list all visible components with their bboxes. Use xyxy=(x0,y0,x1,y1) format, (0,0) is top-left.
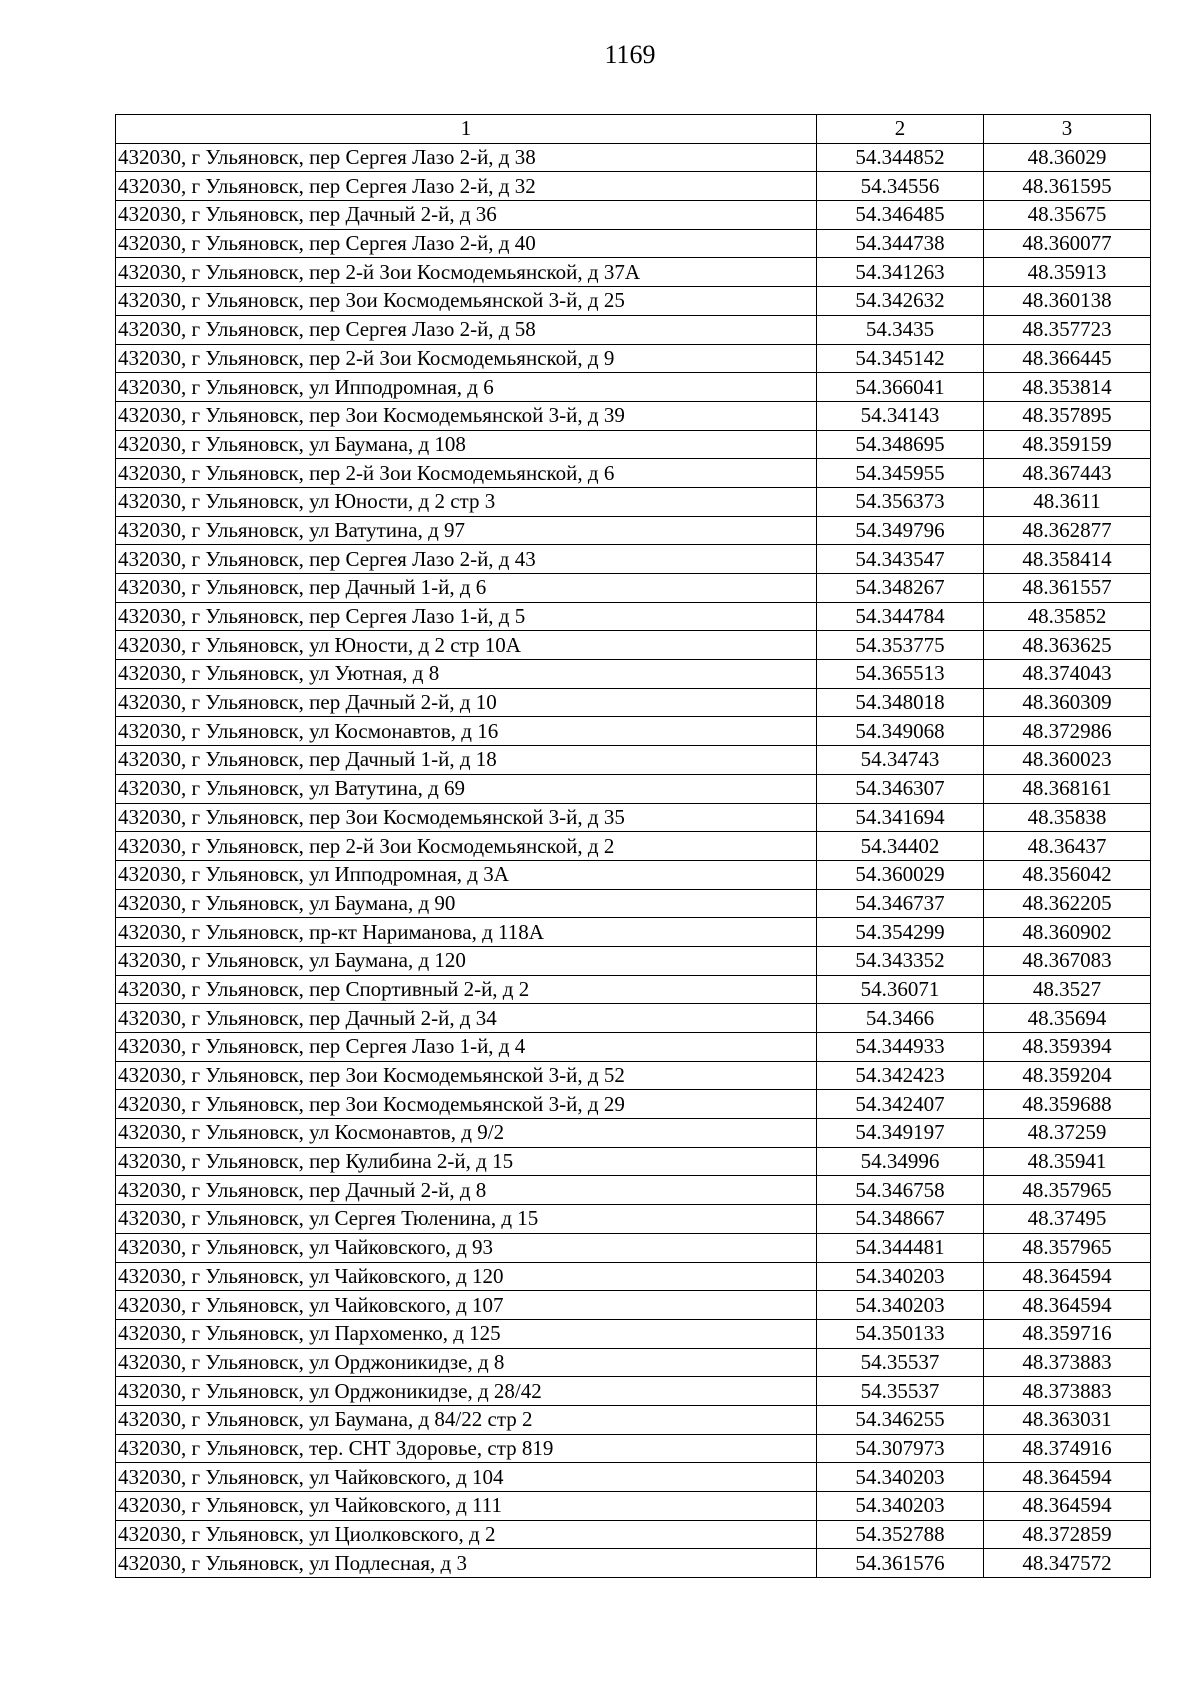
latitude-cell: 54.345955 xyxy=(817,459,984,488)
address-coordinates-table xyxy=(115,114,1151,1578)
address-cell: 432030, г Ульяновск, ул Космонавтов, д 9/2 xyxy=(116,1119,817,1148)
latitude-cell: 54.307973 xyxy=(817,1434,984,1463)
address-cell: 432030, г Ульяновск, ул Баумана, д 90 xyxy=(116,889,817,918)
latitude-cell: 54.349796 xyxy=(817,516,984,545)
longitude-cell: 48.367083 xyxy=(984,946,1151,975)
address-cell: 432030, г Ульяновск, пер Дачный 1-й, д 18 xyxy=(116,746,817,775)
address-cell: 432030, г Ульяновск, пер Кулибина 2-й, д 15 xyxy=(116,1147,817,1176)
table-row xyxy=(116,1492,1151,1521)
table-row xyxy=(116,889,1151,918)
address-cell: 432030, г Ульяновск, ул Орджоникидзе, д 8 xyxy=(116,1348,817,1377)
table-row xyxy=(116,574,1151,603)
table-row xyxy=(116,1405,1151,1434)
table-row xyxy=(116,487,1151,516)
table-row xyxy=(116,373,1151,402)
latitude-cell: 54.350133 xyxy=(817,1319,984,1348)
longitude-cell: 48.35941 xyxy=(984,1147,1151,1176)
table-row xyxy=(116,688,1151,717)
longitude-cell: 48.360077 xyxy=(984,229,1151,258)
table-body xyxy=(116,143,1151,1577)
address-cell: 432030, г Ульяновск, тер. СНТ Здоровье, стр 819 xyxy=(116,1434,817,1463)
column-header-1: 1 xyxy=(116,115,817,144)
table-row xyxy=(116,287,1151,316)
longitude-cell: 48.364594 xyxy=(984,1262,1151,1291)
table-row xyxy=(116,1549,1151,1578)
longitude-cell: 48.353814 xyxy=(984,373,1151,402)
longitude-cell: 48.364594 xyxy=(984,1291,1151,1320)
longitude-cell: 48.36029 xyxy=(984,143,1151,172)
latitude-cell: 54.346255 xyxy=(817,1405,984,1434)
latitude-cell: 54.35537 xyxy=(817,1377,984,1406)
address-cell: 432030, г Ульяновск, ул Ватутина, д 97 xyxy=(116,516,817,545)
address-cell: 432030, г Ульяновск, пр-кт Нариманова, д 118А xyxy=(116,918,817,947)
latitude-cell: 54.341694 xyxy=(817,803,984,832)
table-row xyxy=(116,1205,1151,1234)
table-row xyxy=(116,602,1151,631)
latitude-cell: 54.342632 xyxy=(817,287,984,316)
latitude-cell: 54.346737 xyxy=(817,889,984,918)
latitude-cell: 54.348018 xyxy=(817,688,984,717)
latitude-cell: 54.344852 xyxy=(817,143,984,172)
longitude-cell: 48.35913 xyxy=(984,258,1151,287)
longitude-cell: 48.3527 xyxy=(984,975,1151,1004)
address-cell: 432030, г Ульяновск, ул Юности, д 2 стр 10А xyxy=(116,631,817,660)
longitude-cell: 48.363625 xyxy=(984,631,1151,660)
latitude-cell: 54.340203 xyxy=(817,1463,984,1492)
address-cell: 432030, г Ульяновск, пер 2-й Зои Космодемьянской, д 9 xyxy=(116,344,817,373)
table-row xyxy=(116,1090,1151,1119)
latitude-cell: 54.34556 xyxy=(817,172,984,201)
latitude-cell: 54.3466 xyxy=(817,1004,984,1033)
address-cell: 432030, г Ульяновск, ул Чайковского, д 93 xyxy=(116,1233,817,1262)
table-row xyxy=(116,717,1151,746)
table-row xyxy=(116,975,1151,1004)
address-cell: 432030, г Ульяновск, пер Зои Космодемьянской 3-й, д 25 xyxy=(116,287,817,316)
longitude-cell: 48.36437 xyxy=(984,832,1151,861)
longitude-cell: 48.372859 xyxy=(984,1520,1151,1549)
latitude-cell: 54.346485 xyxy=(817,201,984,230)
longitude-cell: 48.357965 xyxy=(984,1233,1151,1262)
table-row xyxy=(116,1262,1151,1291)
longitude-cell: 48.37259 xyxy=(984,1119,1151,1148)
latitude-cell: 54.360029 xyxy=(817,860,984,889)
latitude-cell: 54.342423 xyxy=(817,1061,984,1090)
table-header-row xyxy=(116,115,1151,144)
longitude-cell: 48.358414 xyxy=(984,545,1151,574)
address-cell: 432030, г Ульяновск, пер Дачный 2-й, д 10 xyxy=(116,688,817,717)
address-cell: 432030, г Ульяновск, ул Ватутина, д 69 xyxy=(116,774,817,803)
latitude-cell: 54.352788 xyxy=(817,1520,984,1549)
latitude-cell: 54.346307 xyxy=(817,774,984,803)
longitude-cell: 48.374916 xyxy=(984,1434,1151,1463)
table-row xyxy=(116,545,1151,574)
longitude-cell: 48.364594 xyxy=(984,1492,1151,1521)
latitude-cell: 54.342407 xyxy=(817,1090,984,1119)
table-row xyxy=(116,143,1151,172)
longitude-cell: 48.373883 xyxy=(984,1377,1151,1406)
table-row xyxy=(116,516,1151,545)
address-cell: 432030, г Ульяновск, пер Сергея Лазо 1-й, д 4 xyxy=(116,1033,817,1062)
longitude-cell: 48.362877 xyxy=(984,516,1151,545)
latitude-cell: 54.36071 xyxy=(817,975,984,1004)
column-header-3: 3 xyxy=(984,115,1151,144)
table-row xyxy=(116,258,1151,287)
latitude-cell: 54.340203 xyxy=(817,1492,984,1521)
latitude-cell: 54.354299 xyxy=(817,918,984,947)
longitude-cell: 48.361595 xyxy=(984,172,1151,201)
address-cell: 432030, г Ульяновск, ул Подлесная, д 3 xyxy=(116,1549,817,1578)
latitude-cell: 54.345142 xyxy=(817,344,984,373)
latitude-cell: 54.366041 xyxy=(817,373,984,402)
latitude-cell: 54.340203 xyxy=(817,1291,984,1320)
address-cell: 432030, г Ульяновск, пер Дачный 2-й, д 34 xyxy=(116,1004,817,1033)
latitude-cell: 54.349197 xyxy=(817,1119,984,1148)
table-row xyxy=(116,229,1151,258)
longitude-cell: 48.357723 xyxy=(984,315,1151,344)
address-cell: 432030, г Ульяновск, пер Сергея Лазо 1-й, д 5 xyxy=(116,602,817,631)
latitude-cell: 54.353775 xyxy=(817,631,984,660)
table-row xyxy=(116,746,1151,775)
longitude-cell: 48.362205 xyxy=(984,889,1151,918)
longitude-cell: 48.359394 xyxy=(984,1033,1151,1062)
table-row xyxy=(116,1319,1151,1348)
longitude-cell: 48.374043 xyxy=(984,660,1151,689)
address-cell: 432030, г Ульяновск, пер Сергея Лазо 2-й, д 43 xyxy=(116,545,817,574)
address-cell: 432030, г Ульяновск, пер Спортивный 2-й, д 2 xyxy=(116,975,817,1004)
address-cell: 432030, г Ульяновск, пер Зои Космодемьянской 3-й, д 52 xyxy=(116,1061,817,1090)
table-row xyxy=(116,631,1151,660)
address-cell: 432030, г Ульяновск, пер Сергея Лазо 2-й, д 58 xyxy=(116,315,817,344)
table-row xyxy=(116,803,1151,832)
longitude-cell: 48.359204 xyxy=(984,1061,1151,1090)
longitude-cell: 48.364594 xyxy=(984,1463,1151,1492)
table-row xyxy=(116,1147,1151,1176)
address-cell: 432030, г Ульяновск, ул Чайковского, д 120 xyxy=(116,1262,817,1291)
address-cell: 432030, г Ульяновск, пер 2-й Зои Космодемьянской, д 2 xyxy=(116,832,817,861)
table-row xyxy=(116,315,1151,344)
address-cell: 432030, г Ульяновск, пер Сергея Лазо 2-й, д 40 xyxy=(116,229,817,258)
table-row xyxy=(116,1176,1151,1205)
table-row xyxy=(116,1434,1151,1463)
longitude-cell: 48.366445 xyxy=(984,344,1151,373)
table-row xyxy=(116,1377,1151,1406)
latitude-cell: 54.348695 xyxy=(817,430,984,459)
table-row xyxy=(116,774,1151,803)
table-row xyxy=(116,1348,1151,1377)
address-cell: 432030, г Ульяновск, ул Ипподромная, д 3А xyxy=(116,860,817,889)
address-cell: 432030, г Ульяновск, ул Чайковского, д 107 xyxy=(116,1291,817,1320)
latitude-cell: 54.346758 xyxy=(817,1176,984,1205)
address-cell: 432030, г Ульяновск, ул Уютная, д 8 xyxy=(116,660,817,689)
table-row xyxy=(116,201,1151,230)
table-row xyxy=(116,918,1151,947)
table-row xyxy=(116,401,1151,430)
latitude-cell: 54.34143 xyxy=(817,401,984,430)
address-cell: 432030, г Ульяновск, пер Зои Космодемьянской 3-й, д 39 xyxy=(116,401,817,430)
longitude-cell: 48.35694 xyxy=(984,1004,1151,1033)
latitude-cell: 54.35537 xyxy=(817,1348,984,1377)
latitude-cell: 54.3435 xyxy=(817,315,984,344)
table-row xyxy=(116,946,1151,975)
address-cell: 432030, г Ульяновск, ул Сергея Тюленина, д 15 xyxy=(116,1205,817,1234)
latitude-cell: 54.344784 xyxy=(817,602,984,631)
latitude-cell: 54.340203 xyxy=(817,1262,984,1291)
latitude-cell: 54.343547 xyxy=(817,545,984,574)
address-cell: 432030, г Ульяновск, ул Циолковского, д 2 xyxy=(116,1520,817,1549)
address-cell: 432030, г Ульяновск, ул Баумана, д 108 xyxy=(116,430,817,459)
latitude-cell: 54.341263 xyxy=(817,258,984,287)
longitude-cell: 48.360023 xyxy=(984,746,1151,775)
latitude-cell: 54.344738 xyxy=(817,229,984,258)
latitude-cell: 54.365513 xyxy=(817,660,984,689)
longitude-cell: 48.35675 xyxy=(984,201,1151,230)
table-row xyxy=(116,832,1151,861)
longitude-cell: 48.360309 xyxy=(984,688,1151,717)
address-cell: 432030, г Ульяновск, пер Дачный 2-й, д 8 xyxy=(116,1176,817,1205)
table-row xyxy=(116,1119,1151,1148)
longitude-cell: 48.361557 xyxy=(984,574,1151,603)
longitude-cell: 48.35838 xyxy=(984,803,1151,832)
table-row xyxy=(116,1463,1151,1492)
address-cell: 432030, г Ульяновск, пер Сергея Лазо 2-й, д 38 xyxy=(116,143,817,172)
latitude-cell: 54.34743 xyxy=(817,746,984,775)
longitude-cell: 48.3611 xyxy=(984,487,1151,516)
latitude-cell: 54.349068 xyxy=(817,717,984,746)
table-row xyxy=(116,344,1151,373)
latitude-cell: 54.344481 xyxy=(817,1233,984,1262)
table-row xyxy=(116,660,1151,689)
address-cell: 432030, г Ульяновск, пер 2-й Зои Космодемьянской, д 6 xyxy=(116,459,817,488)
address-cell: 432030, г Ульяновск, пер Зои Космодемьянской 3-й, д 29 xyxy=(116,1090,817,1119)
longitude-cell: 48.356042 xyxy=(984,860,1151,889)
table-row xyxy=(116,1004,1151,1033)
latitude-cell: 54.356373 xyxy=(817,487,984,516)
table-row xyxy=(116,172,1151,201)
latitude-cell: 54.34996 xyxy=(817,1147,984,1176)
longitude-cell: 48.37495 xyxy=(984,1205,1151,1234)
longitude-cell: 48.360138 xyxy=(984,287,1151,316)
address-cell: 432030, г Ульяновск, ул Чайковского, д 111 xyxy=(116,1492,817,1521)
address-cell: 432030, г Ульяновск, пер Зои Космодемьянской 3-й, д 35 xyxy=(116,803,817,832)
address-cell: 432030, г Ульяновск, ул Баумана, д 120 xyxy=(116,946,817,975)
table-row xyxy=(116,1061,1151,1090)
longitude-cell: 48.368161 xyxy=(984,774,1151,803)
address-cell: 432030, г Ульяновск, пер Сергея Лазо 2-й, д 32 xyxy=(116,172,817,201)
address-cell: 432030, г Ульяновск, пер Дачный 1-й, д 6 xyxy=(116,574,817,603)
table-row xyxy=(116,860,1151,889)
address-cell: 432030, г Ульяновск, пер Дачный 2-й, д 36 xyxy=(116,201,817,230)
address-cell: 432030, г Ульяновск, ул Баумана, д 84/22 стр 2 xyxy=(116,1405,817,1434)
column-header-2: 2 xyxy=(817,115,984,144)
latitude-cell: 54.348667 xyxy=(817,1205,984,1234)
latitude-cell: 54.343352 xyxy=(817,946,984,975)
address-cell: 432030, г Ульяновск, ул Космонавтов, д 16 xyxy=(116,717,817,746)
table-row xyxy=(116,1291,1151,1320)
longitude-cell: 48.367443 xyxy=(984,459,1151,488)
address-cell: 432030, г Ульяновск, ул Пархоменко, д 125 xyxy=(116,1319,817,1348)
longitude-cell: 48.363031 xyxy=(984,1405,1151,1434)
latitude-cell: 54.344933 xyxy=(817,1033,984,1062)
latitude-cell: 54.34402 xyxy=(817,832,984,861)
address-cell: 432030, г Ульяновск, ул Орджоникидзе, д 28/42 xyxy=(116,1377,817,1406)
longitude-cell: 48.359688 xyxy=(984,1090,1151,1119)
table-row xyxy=(116,1520,1151,1549)
address-cell: 432030, г Ульяновск, ул Юности, д 2 стр 3 xyxy=(116,487,817,516)
longitude-cell: 48.347572 xyxy=(984,1549,1151,1578)
table-row xyxy=(116,1233,1151,1262)
address-cell: 432030, г Ульяновск, ул Чайковского, д 104 xyxy=(116,1463,817,1492)
address-cell: 432030, г Ульяновск, ул Ипподромная, д 6 xyxy=(116,373,817,402)
table-row xyxy=(116,459,1151,488)
latitude-cell: 54.348267 xyxy=(817,574,984,603)
longitude-cell: 48.372986 xyxy=(984,717,1151,746)
table-row xyxy=(116,1033,1151,1062)
longitude-cell: 48.360902 xyxy=(984,918,1151,947)
table-row xyxy=(116,430,1151,459)
latitude-cell: 54.361576 xyxy=(817,1549,984,1578)
longitude-cell: 48.359159 xyxy=(984,430,1151,459)
address-cell: 432030, г Ульяновск, пер 2-й Зои Космодемьянской, д 37А xyxy=(116,258,817,287)
longitude-cell: 48.35852 xyxy=(984,602,1151,631)
longitude-cell: 48.373883 xyxy=(984,1348,1151,1377)
longitude-cell: 48.357965 xyxy=(984,1176,1151,1205)
page-number: 1169 xyxy=(604,40,656,69)
longitude-cell: 48.359716 xyxy=(984,1319,1151,1348)
longitude-cell: 48.357895 xyxy=(984,401,1151,430)
